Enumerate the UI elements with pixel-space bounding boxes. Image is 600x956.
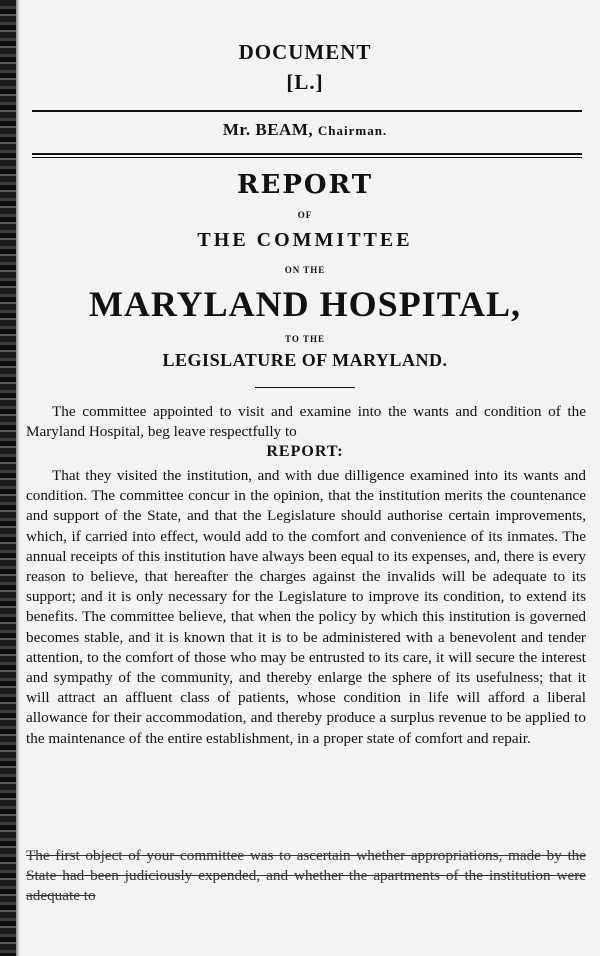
chairman-name: Mr. BEAM, bbox=[222, 120, 314, 139]
document-page bbox=[22, 0, 588, 956]
report-subheading: REPORT: bbox=[266, 443, 344, 460]
chairman-line bbox=[22, 120, 588, 140]
to-the-label: TO THE bbox=[285, 334, 325, 344]
chairman-title: Chairman. bbox=[317, 123, 388, 138]
report-title: REPORT bbox=[236, 170, 374, 200]
top-rule bbox=[32, 110, 582, 112]
main-paragraph: That they visited the institution, and with due dilligence examined into its wants and condition. The committee concur in the opinion, that the institution merits the countenance and support of the State, and that the Legislature should authorise certain improvements, which, if carried into effect, would add to the comfort and convenience of its inmates. The annual receipts of this institution have always been equal to its expenses, and, there is every reason to believe, that hereafter the charges against the invalids will be adequate to its support; and it is only necessary for the Legislature to improve its condition, to extend its benefits. The committee believe, that when the policy by which this institution is governed becomes stable, and it is known that it is to be administered with a benevolent and tender attention, to the comfort of those who may be entrusted to its care, it will secure the interest and sympathy of the community, and thereby enlarge the sphere of its usefulness; that it will attract an affluent class of patients, whose condition in life will afford a liberal allowance for their accommodation, and thereby produce a surplus revenue to be applied to the maintenance of the entire establishment, in a proper state of comfort and repair. bbox=[26, 467, 586, 747]
legislature-title: LEGISLATURE OF MARYLAND. bbox=[162, 350, 448, 370]
binding-shadow bbox=[16, 0, 20, 956]
book-binding bbox=[0, 0, 16, 956]
struck-paragraph: The first object of your committee was to ascertain whether appropriations, made by the State had been judiciously expended, and whether the apartments of the institution were adequate to bbox=[26, 847, 586, 905]
document-heading: DOCUMENT bbox=[238, 40, 372, 64]
section-divider bbox=[255, 387, 355, 388]
of-label: OF bbox=[297, 210, 313, 220]
on-the-label: ON THE bbox=[284, 265, 326, 275]
intro-paragraph: The committee appointed to visit and examine into the wants and condition of the Maryland Hospital, beg leave respectfully to bbox=[26, 403, 586, 441]
chairman-rule-bottom bbox=[32, 157, 582, 158]
committee-title: THE COMMITTEE bbox=[197, 229, 413, 251]
document-letter: [L.] bbox=[286, 70, 324, 94]
chairman-rule-top bbox=[32, 153, 582, 155]
hospital-title: MARYLAND HOSPITAL, bbox=[88, 284, 522, 324]
